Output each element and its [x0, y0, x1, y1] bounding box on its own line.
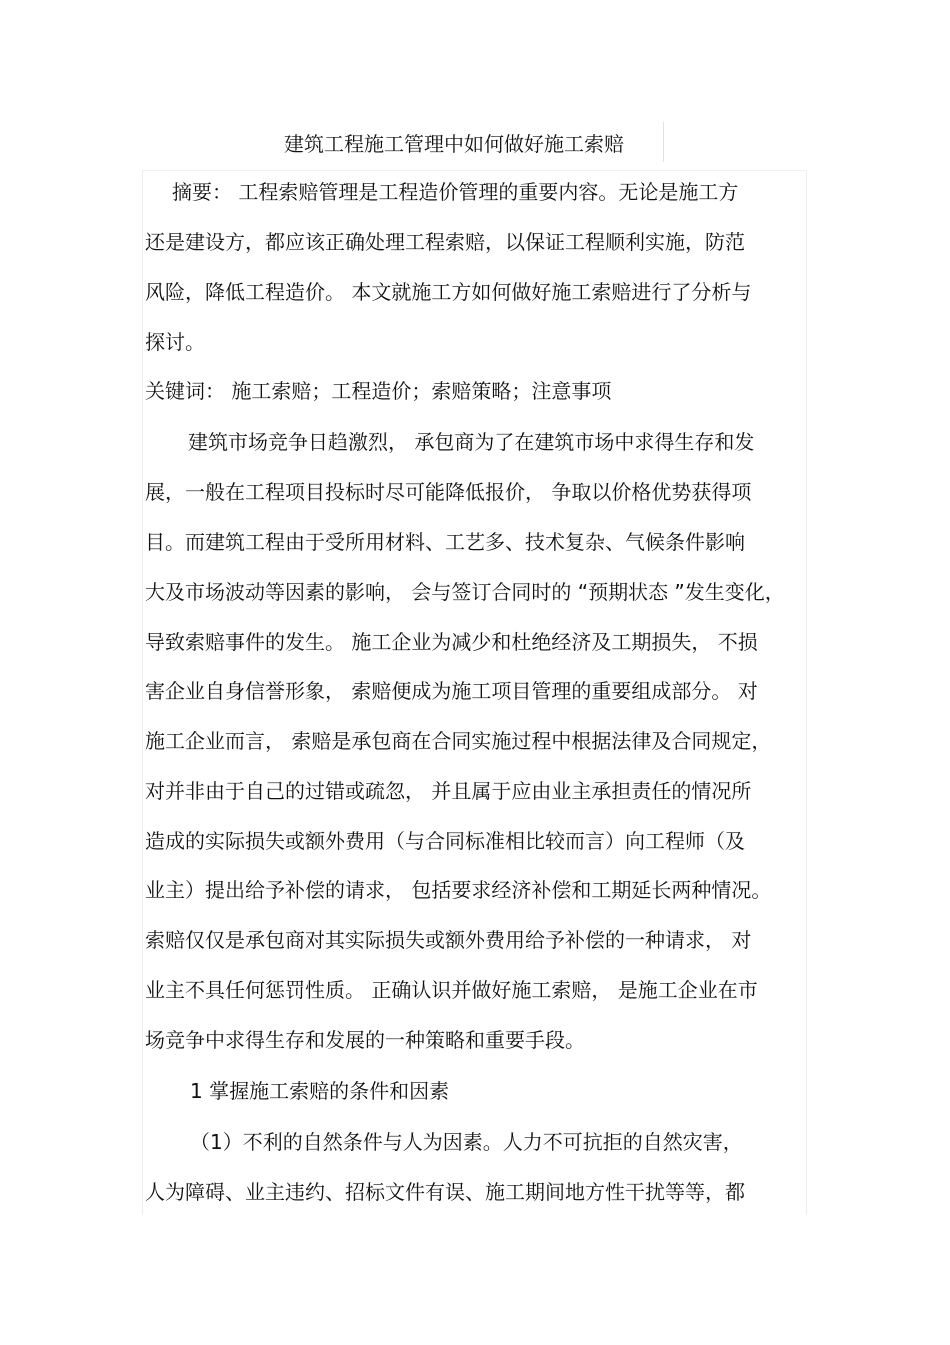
title-divider [663, 122, 664, 162]
body-line-7: 施工企业而言， 索赔是承包商在合同实施过程中根据法律及合同规定， [145, 729, 772, 753]
section-line-2: 人为障碍、业主违约、招标文件有误、施工期间地方性干扰等等，都 [145, 1180, 745, 1204]
body-line-4: 大及市场波动等因素的影响， 会与签订合同时的 “预期状态 ”发生变化， [145, 580, 785, 604]
abstract-line-2: 还是建设方，都应该正确处理工程索赔，以保证工程顺利实施，防范 [145, 230, 745, 254]
body-line-12: 业主不具任何惩罚性质。 正确认识并做好施工索赔， 是施工企业在市 [145, 978, 758, 1002]
abstract-line-1: 摘要： 工程索赔管理是工程造价管理的重要内容。无论是施工方 [172, 180, 739, 204]
body-line-11: 索赔仅仅是承包商对其实际损失或额外费用给予补偿的一种请求， 对 [145, 928, 752, 952]
body-line-13: 场竞争中求得生存和发展的一种策略和重要手段。 [145, 1028, 585, 1052]
keywords-line: 关键词： 施工索赔；工程造价；索赔策略；注意事项 [145, 379, 612, 403]
section-line-1: （1）不利的自然条件与人为因素。人力不可抗拒的自然灾害， [190, 1130, 743, 1154]
abstract-line-3: 风险，降低工程造价。 本文就施工方如何做好施工索赔进行了分析与 [145, 280, 752, 304]
body-line-5: 导致索赔事件的发生。 施工企业为减少和杜绝经济及工期损失， 不损 [145, 630, 758, 654]
document-title: 建筑工程施工管理中如何做好施工索赔 [284, 132, 624, 156]
body-line-2: 展，一般在工程项目投标时尽可能降低报价， 争取以价格优势获得项 [145, 480, 752, 504]
body-line-9: 造成的实际损失或额外费用（与合同标准相比较而言）向工程师（及 [145, 829, 745, 853]
body-line-6: 害企业自身信誉形象， 索赔便成为施工项目管理的重要组成部分。 对 [145, 679, 758, 703]
section-heading: 1 掌握施工索赔的条件和因素 [190, 1079, 450, 1103]
abstract-line-4: 探讨。 [145, 330, 205, 354]
body-line-1: 建筑市场竞争日趋激烈， 承包商为了在建筑市场中求得生存和发 [188, 430, 755, 454]
body-line-3: 目。而建筑工程由于受所用材料、工艺多、技术复杂、气候条件影响 [145, 530, 745, 554]
body-line-10: 业主）提出给予补偿的请求， 包括要求经济补偿和工期延长两种情况。 [145, 878, 772, 902]
body-line-8: 对并非由于自己的过错或疏忽， 并且属于应由业主承担责任的情况所 [145, 779, 752, 803]
